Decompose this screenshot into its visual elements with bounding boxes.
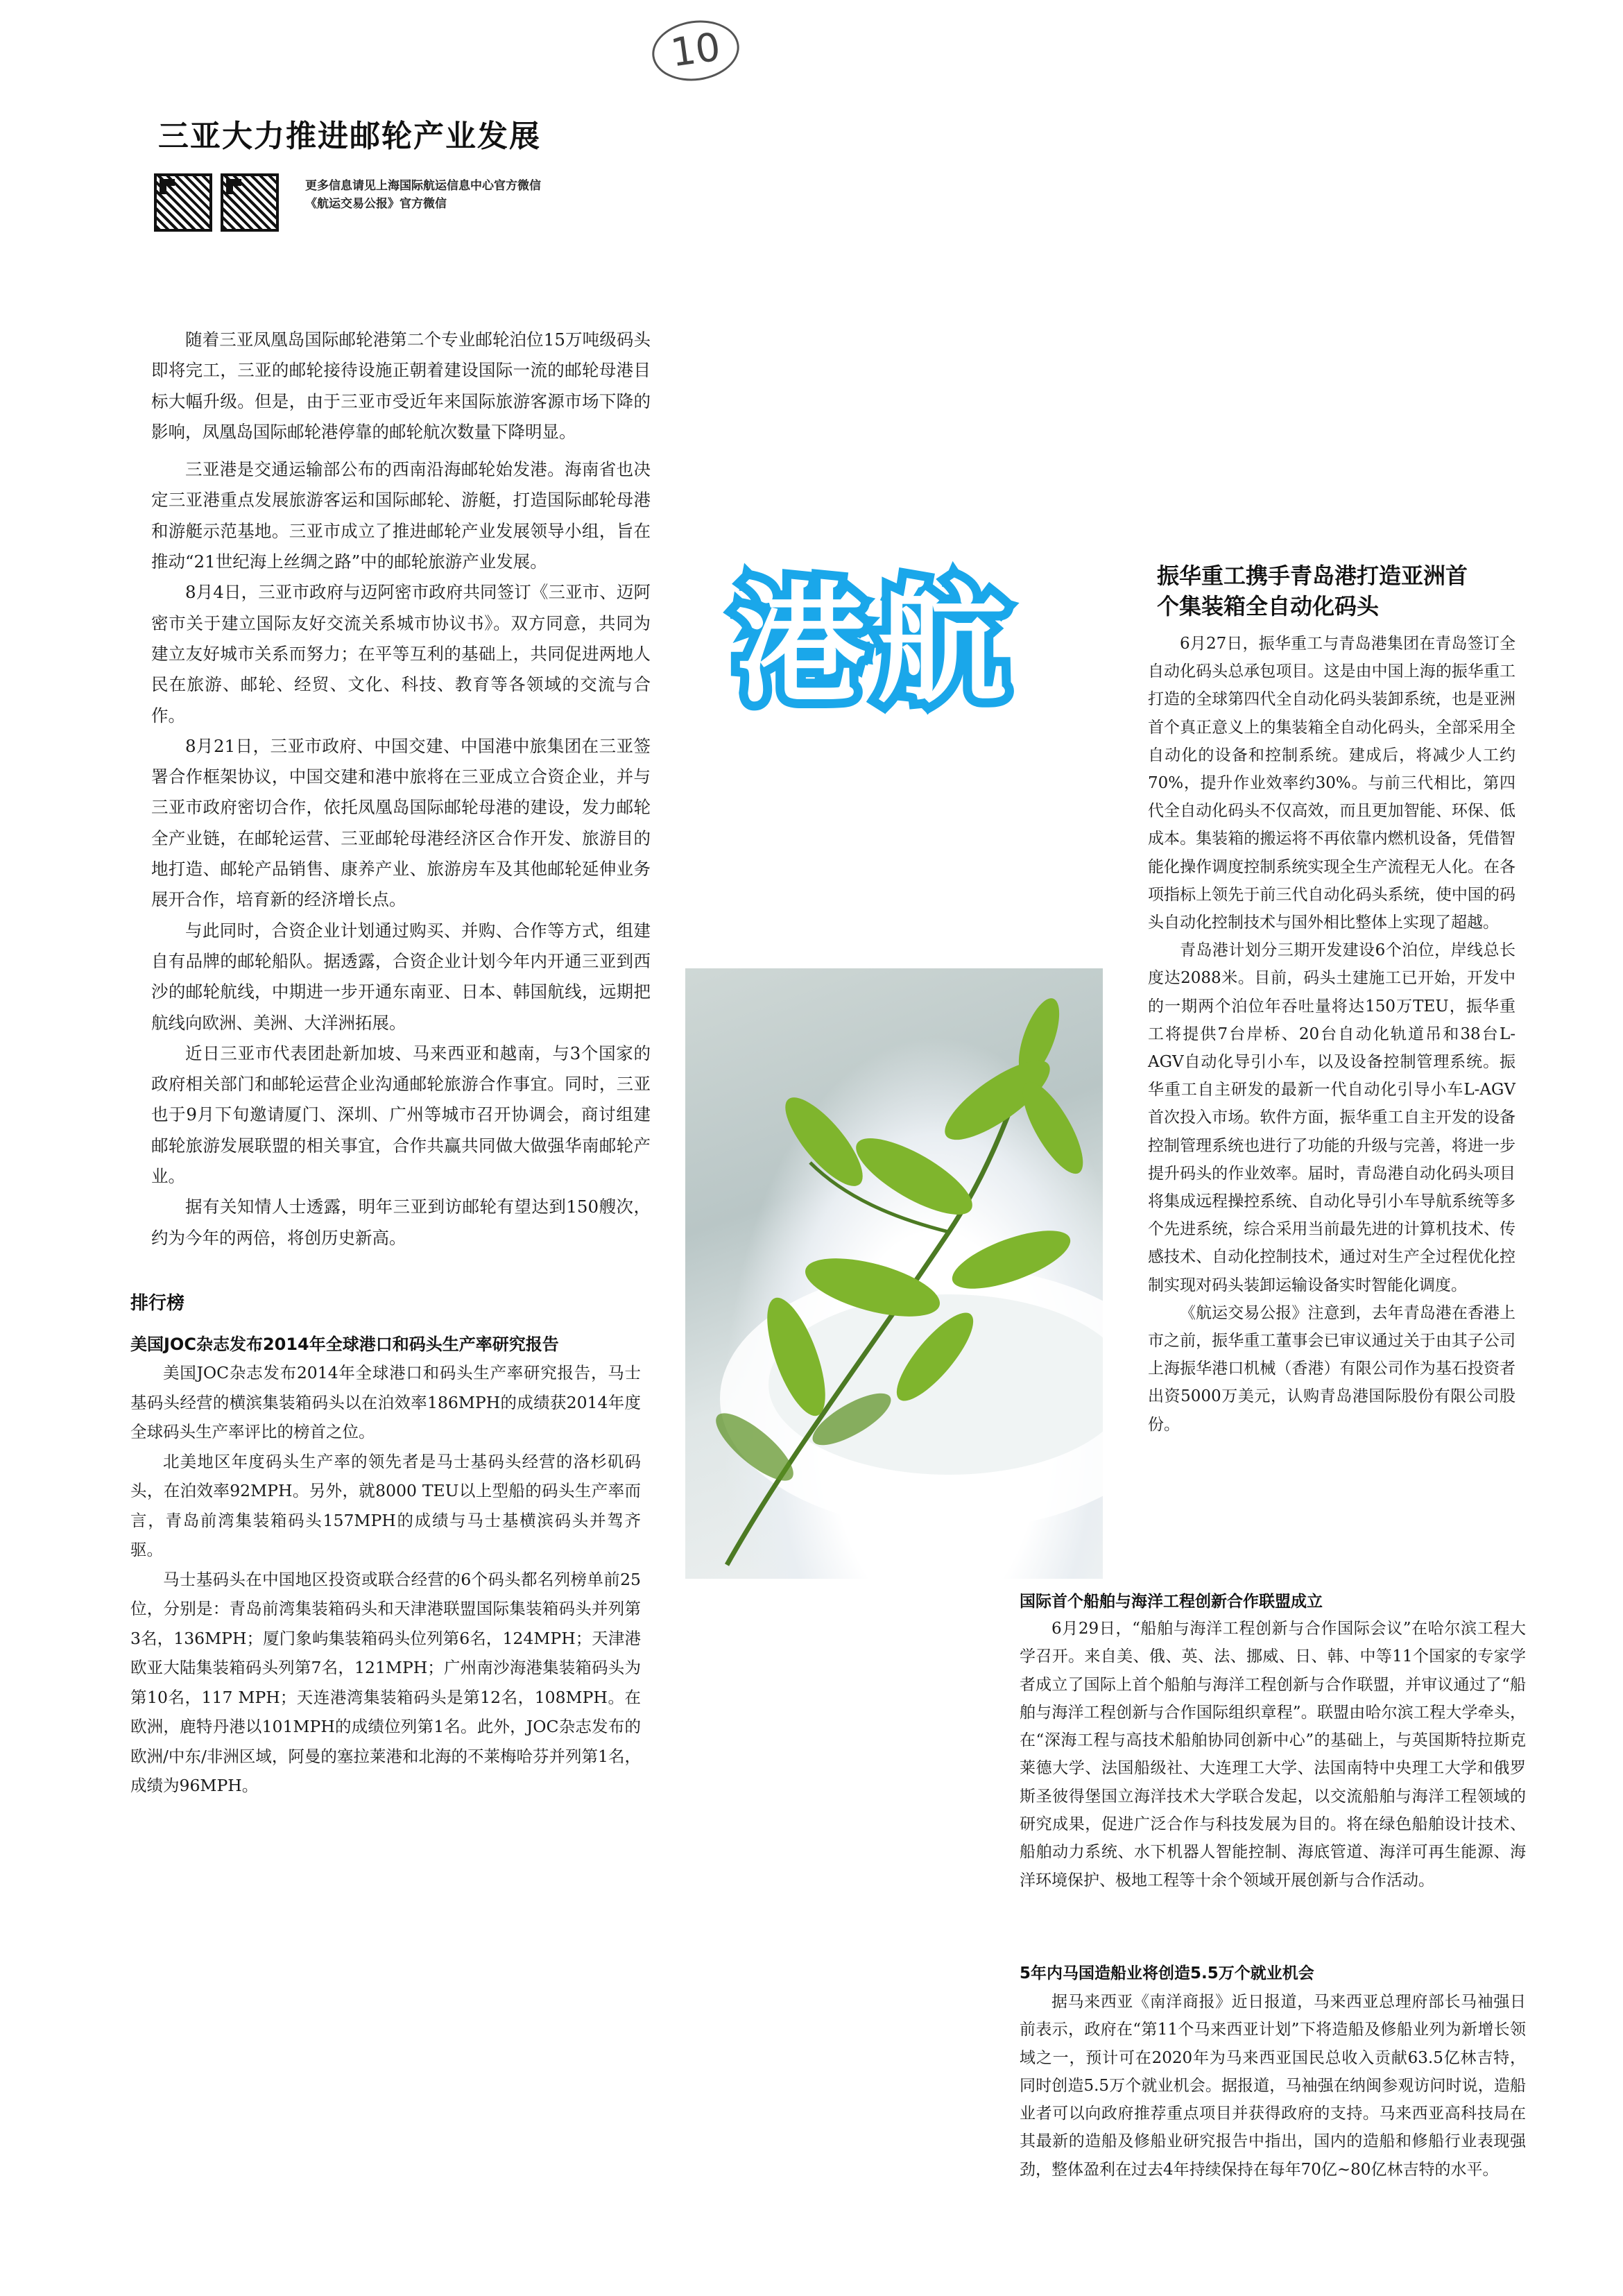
paragraph: 据有关知情人士透露，明年三亚到访邮轮有望达到150艘次，约为今年的两倍，将创历史新高。 bbox=[151, 1197, 651, 1248]
ranking-headline: 美国JOC杂志发布2014年全球港口和码头生产率研究报告 bbox=[130, 1335, 559, 1354]
ranking-body bbox=[130, 1358, 641, 1801]
paragraph: 6月27日，振华重工与青岛港集团在青岛签订全自动化码头总承包项目。这是由中国上海的振华重工打造的全球第四代全自动化码头装卸系统，也是亚洲首个真正意义上的集装箱全自动化码头，全部采用全自动化的设备和控制系统。建成后，将减少人工约70%，提升作业效率约30%。与前三代相比，第四代全自动化码头不仅高效，而且更加智能、环保、低成本。集装箱的搬运将不再依靠内燃机设备，凭借智能化操作调度控制系统实现全生产流程无人化。在各项指标上领先于前三代自动化码头系统，使中国的码头自动化控制技术与国外相比整体上实现了超越。 bbox=[1148, 635, 1515, 932]
green-leaves-image bbox=[685, 968, 1103, 1579]
title-line: 振华重工携手青岛港打造亚洲首 bbox=[1157, 563, 1468, 589]
article-sanya-title: 三亚大力推进邮轮产业发展 bbox=[158, 119, 541, 154]
paragraph: 三亚港是交通运输部公布的西南沿海邮轮始发港。海南省也决定三亚港重点发展旅游客运和国际邮轮、游艇，打造国际邮轮母港和游艇示范基地。三亚市成立了推进邮轮产业发展领导小组，旨在推动“21世纪海上丝绸之路”中的邮轮旅游产业发展。 bbox=[151, 459, 651, 572]
qr-code-icon bbox=[154, 173, 212, 232]
paragraph: 《航运交易公报》注意到，去年青岛港在香港上市之前，振华重工董事会已审议通过关于由其子公司上海振华港口机械（香港）有限公司作为基石投资者出资5000万美元，认购青岛港国际股份有限公司股份。 bbox=[1148, 1303, 1515, 1434]
paragraph: 据马来西亚《南洋商报》近日报道，马来西亚总理府部长马袖强日前表示，政府在“第11个马来西亚计划”下将造船及修船业列为新增长领域之一，预计可在2020年为马来西亚国民总收入贡献63.5亿林吉特，同时创造5.5万个就业机会。据报道，马袖强在纳闽参观访问时说，造船业者可以向政府推荐重点项目并获得政府的支持。马来西亚高科技局在其最新的造船及修船业研究报告中指出，国内的造船和修船行业表现强劲，整体盈利在过去4年持续保持在每年70亿~80亿林吉特的水平。 bbox=[1020, 1993, 1526, 2179]
section-label: 港航 bbox=[735, 569, 1018, 721]
article-zhenhua-title bbox=[1157, 560, 1468, 622]
title-line: 个集装箱全自动化码头 bbox=[1157, 593, 1380, 619]
paragraph: 8月4日，三亚市政府与迈阿密市政府共同签订《三亚市、迈阿密市关于建立国际友好交流关系城市协议书》。双方同意，共同为建立友好城市关系而努力；在平等互利的基础上，共同促进两地人民在旅游、邮轮、经贸、文化、科技、教育等各领域的交流与合作。 bbox=[151, 582, 651, 726]
article-alliance-headline: 国际首个船舶与海洋工程创新合作联盟成立 bbox=[1020, 1593, 1323, 1611]
ranking-label: 排行榜 bbox=[130, 1293, 185, 1314]
qr-note-line1: 更多信息请见上海国际航运信息中心官方微信 bbox=[305, 179, 541, 193]
paragraph: 与此同时，合资企业计划通过购买、并购、合作等方式，组建自有品牌的邮轮船队。据透露，合资企业计划今年内开通三亚到西沙的邮轮航线，中期进一步开通东南亚、日本、韩国航线，远期把航线向欧洲、美洲、大洋洲拓展。 bbox=[151, 920, 651, 1033]
paragraph: 青岛港计划分三期开发建设6个泊位，岸线总长度达2088米。目前，码头土建施工已开始，开发中的一期两个泊位年吞吐量将达150万TEU，振华重工将提供7台岸桥、20台自动化轨道吊和38台L-AGV自动化导引小车，以及设备控制管理系统。振华重工自主研发的最新一代自动化引导小车L-AGV首次投入市场。软件方面，振华重工自主开发的设备控制管理系统也进行了功能的升级与完善，将进一步提升码头的作业效率。届时，青岛港自动化码头项目将集成远程操控系统、自动化导引小车导航系统等多个先进系统，综合采用当前最先进的计算机技术、传感技术、自动化控制技术，通过对生产全过程优化控制实现对码头装卸运输设备实时智能化调度。 bbox=[1148, 941, 1515, 1294]
paragraph: 马士基码头在中国地区投资或联合经营的6个码头都名列榜单前25位，分别是：青岛前湾集装箱码头和天津港联盟国际集装箱码头并列第3名，136MPH；厦门象屿集装箱码头位列第6名，124MPH；天津港欧亚大陆集装箱码头列第7名，121MPH；广州南沙海港集装箱码头为第10名，117 MPH；天连港湾集装箱码头是第12名，108MPH。在欧洲，鹿特丹港以101MPH的成绩位列第1名。此外，JOC杂志发布的欧洲/中东/非洲区域，阿曼的塞拉莱港和北海的不莱梅哈芬并列第1名，成绩为96MPH。 bbox=[130, 1569, 641, 1795]
article-sanya-body bbox=[151, 325, 651, 1253]
article-malaysia-body bbox=[1020, 1988, 1526, 2184]
paragraph: 8月21日，三亚市政府、中国交建、中国港中旅集团在三亚签署合作框架协议，中国交建和港中旅将在三亚成立合资企业，并与三亚市政府密切合作，依托凤凰岛国际邮轮母港的建设，发力邮轮全产业链，在邮轮运营、三亚邮轮母港经济区合作开发、旅游目的地打造、邮轮产品销售、康养产业、旅游房车及其他邮轮延伸业务展开合作，培育新的经济增长点。 bbox=[151, 735, 651, 910]
page-number: 10 bbox=[649, 15, 744, 87]
qr-note-line2: 《航运交易公报》官方微信 bbox=[305, 197, 447, 211]
qr-code-icon bbox=[221, 173, 279, 232]
article-malaysia-headline: 5年内马国造船业将创造5.5万个就业机会 bbox=[1020, 1964, 1314, 1982]
article-alliance-body bbox=[1020, 1615, 1526, 1894]
paragraph: 随着三亚凤凰岛国际邮轮港第二个专业邮轮泊位15万吨级码头即将完工，三亚的邮轮接待设施正朝着建设国际一流的邮轮母港目标大幅升级。但是，由于三亚市受近年来国际旅游客源市场下降的影响，凤凰岛国际邮轮港停靠的邮轮航次数量下降明显。 bbox=[151, 329, 651, 442]
qr-note bbox=[305, 177, 541, 213]
paragraph: 6月29日，“船舶与海洋工程创新与合作国际会议”在哈尔滨工程大学召开。来自美、俄、英、法、挪威、日、韩、中等11个国家的专家学者成立了国际上首个船舶与海洋工程创新与合作联盟，并审议通过了“船舶与海洋工程创新与合作国际组织章程”。联盟由哈尔滨工程大学牵头，在“深海工程与高技术船舶协同创新中心”的基础上，与英国斯特拉斯克莱德大学、法国船级社、大连理工大学、法国南特中央理工大学和俄罗斯圣彼得堡国立海洋技术大学联合发起，以交流船舶与海洋工程领域的研究成果，促进广泛合作与科技发展为目的。将在绿色船舶设计技术、船舶动力系统、水下机器人智能控制、海底管道、海洋可再生能源、海洋环境保护、极地工程等十余个领域开展创新与合作活动。 bbox=[1020, 1620, 1526, 1890]
paragraph: 北美地区年度码头生产率的领先者是马士基码头经营的洛杉矶码头，在泊效率92MPH。另外，就8000 TEU以上型船的码头生产率而言，青岛前湾集装箱码头157MPH的成绩与马士基横滨码头并驾齐驱。 bbox=[130, 1451, 641, 1559]
leaf-photo bbox=[685, 968, 1103, 1579]
article-zhenhua-body bbox=[1148, 630, 1515, 1439]
paragraph: 近日三亚市代表团赴新加坡、马来西亚和越南，与3个国家的政府相关部门和邮轮运营企业沟通邮轮旅游合作事宜。同时，三亚也于9月下旬邀请厦门、深圳、广州等城市召开协调会，商讨组建邮轮旅游发展联盟的相关事宜，合作共赢共同做大做强华南邮轮产业。 bbox=[151, 1043, 651, 1187]
paragraph: 美国JOC杂志发布2014年全球港口和码头生产率研究报告，马士基码头经营的横滨集装箱码头以在泊效率186MPH的成绩获2014年度全球码头生产率评比的榜首之位。 bbox=[130, 1363, 641, 1441]
